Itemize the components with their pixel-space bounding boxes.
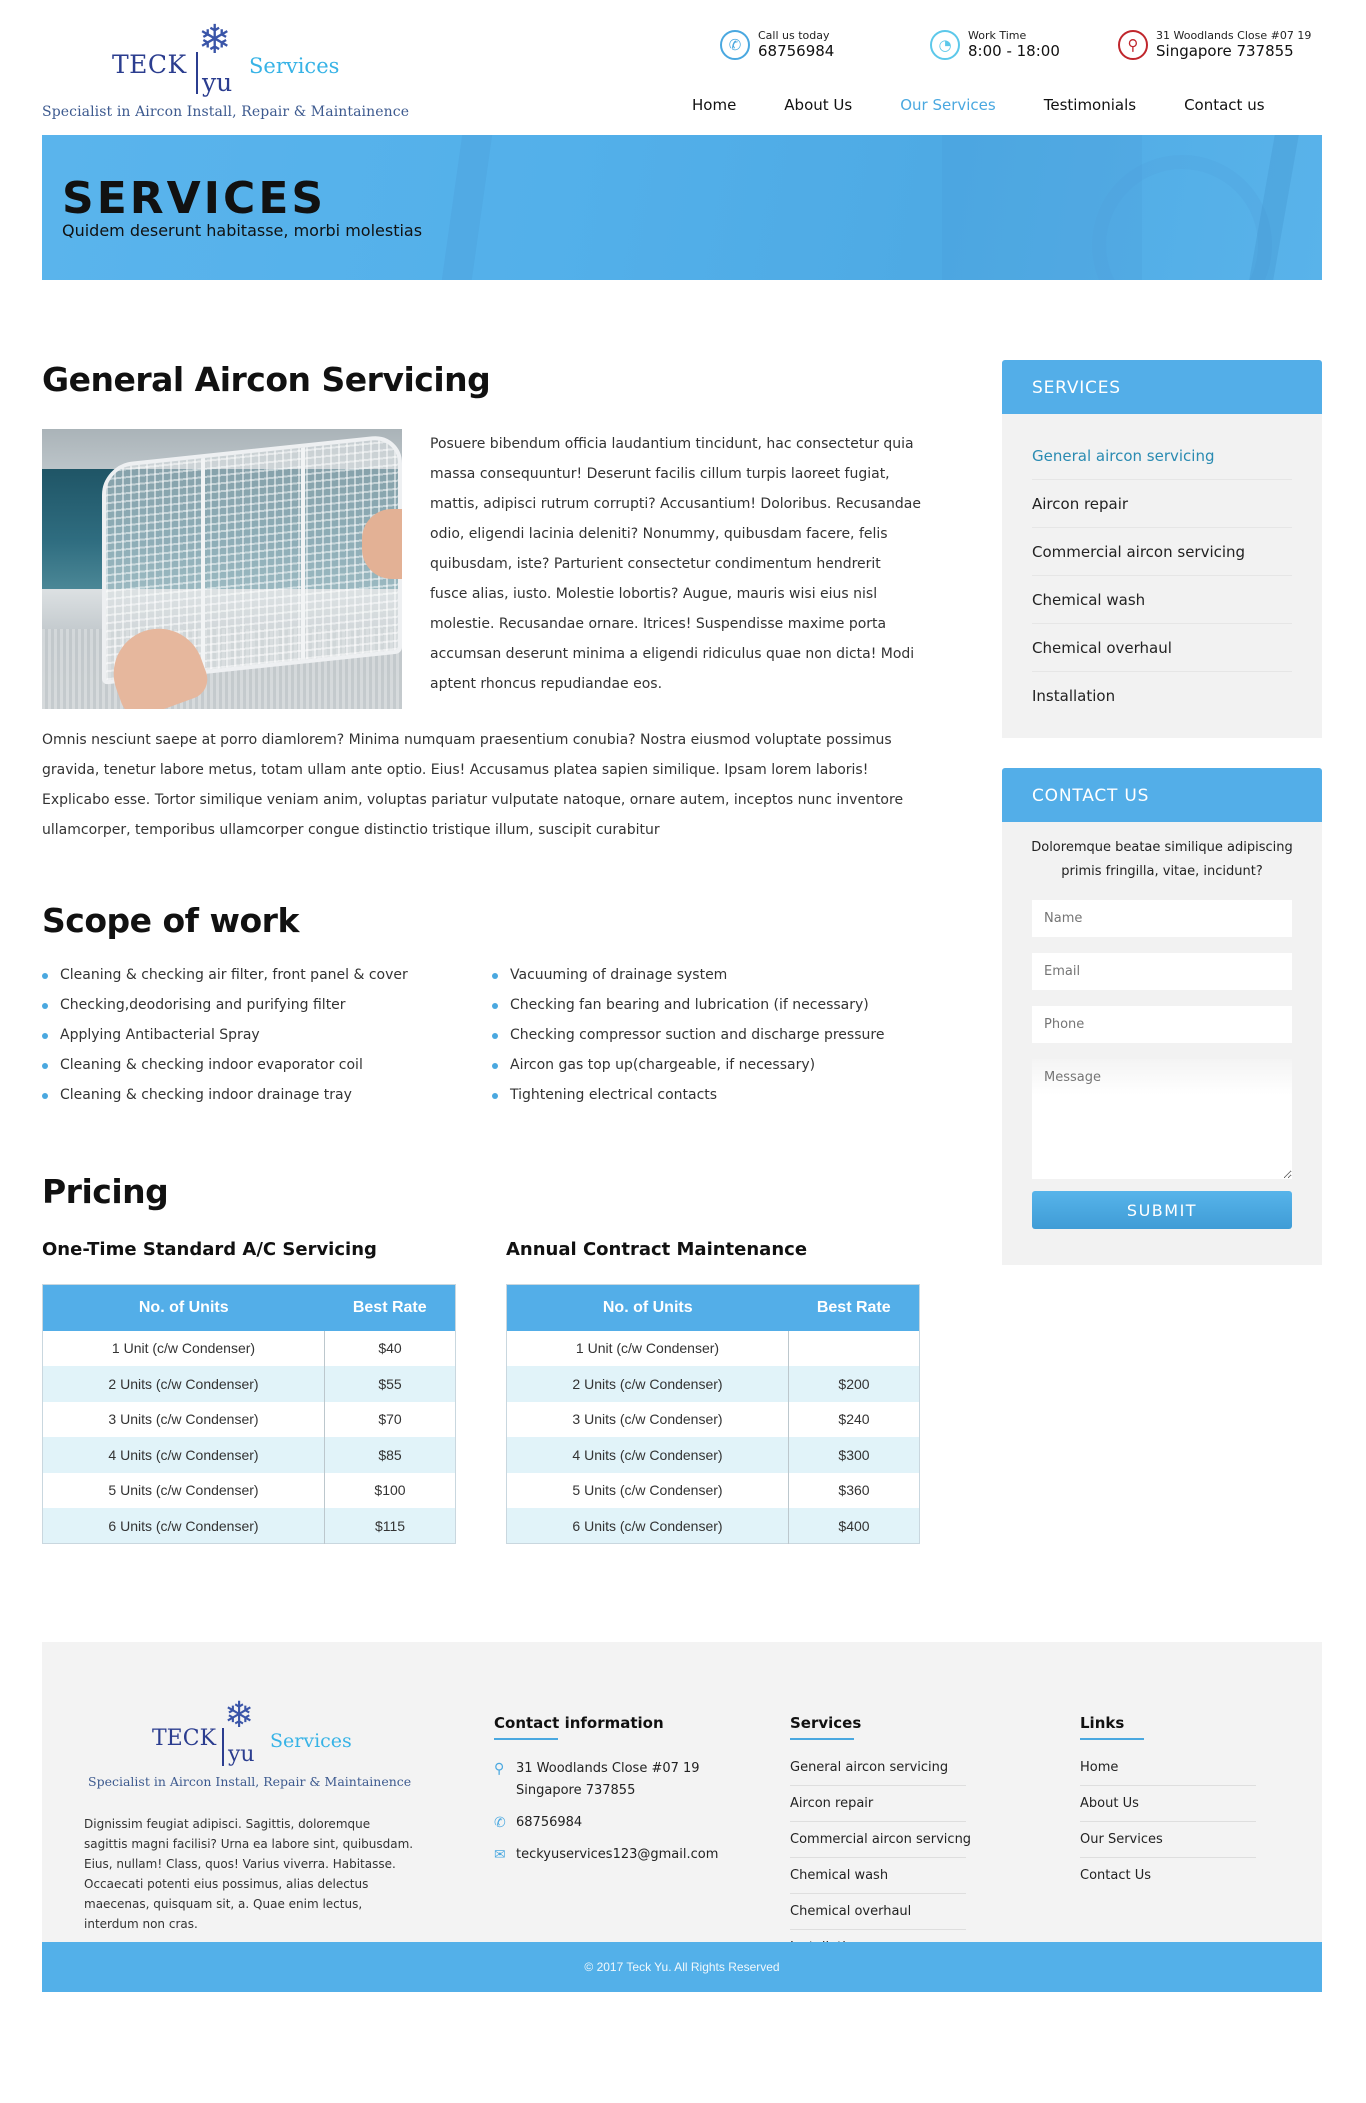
banner-decoration xyxy=(442,135,492,280)
banner-title: SERVICES xyxy=(62,173,327,224)
logo-services: Services xyxy=(249,54,340,78)
footer-service-link[interactable]: Aircon repair xyxy=(790,1786,966,1822)
table-row xyxy=(43,1437,456,1473)
footer-link-contact-us[interactable]: Contact Us xyxy=(1080,1868,1151,1883)
pricing-table xyxy=(506,1284,920,1544)
column-header-rate: Best Rate xyxy=(325,1285,456,1331)
footer-contact-title: Contact information xyxy=(494,1714,754,1738)
scope-item: Checking,deodorising and purifying filter xyxy=(42,990,492,1020)
rate-cell xyxy=(789,1331,920,1367)
nav-testimonials[interactable]: Testimonials xyxy=(1043,96,1137,114)
footer-phone-number[interactable]: 68756984 xyxy=(516,1815,583,1830)
units-cell: 2 Units (c/w Condenser) xyxy=(43,1366,325,1402)
table-row xyxy=(507,1437,920,1473)
column-header-rate: Best Rate xyxy=(789,1285,920,1331)
table-row xyxy=(507,1402,920,1438)
worktime-label: Work Time xyxy=(968,29,1027,42)
mail-icon: ✉ xyxy=(494,1847,506,1863)
header-call-info xyxy=(720,30,834,60)
site-footer xyxy=(42,1642,1322,1992)
sidebar-item-chemical-overhaul[interactable]: Chemical overhaul xyxy=(1032,624,1292,672)
footer-address xyxy=(494,1758,754,1802)
logo-divider xyxy=(196,52,198,94)
units-cell: 6 Units (c/w Condenser) xyxy=(43,1508,325,1544)
units-cell: 4 Units (c/w Condenser) xyxy=(507,1437,789,1473)
sidebar-item-commercial-aircon-servicing[interactable]: Commercial aircon servicing xyxy=(1032,528,1292,576)
logo-tagline: Specialist in Aircon Install, Repair & Maintainence xyxy=(42,104,410,120)
scope-item: Vacuuming of drainage system xyxy=(492,960,922,990)
logo-divider xyxy=(222,1728,224,1766)
units-cell: 4 Units (c/w Condenser) xyxy=(43,1437,325,1473)
table-row xyxy=(43,1331,456,1367)
footer-service-link[interactable]: Chemical overhaul xyxy=(790,1894,966,1930)
footer-links-title: Links xyxy=(1080,1714,1260,1738)
footer-logo[interactable] xyxy=(82,1695,422,1802)
logo-teck: TECK xyxy=(112,50,187,79)
footer-address-line2: Singapore 737855 xyxy=(516,1783,636,1798)
contact-widget xyxy=(1002,768,1322,1265)
footer-link-about-us[interactable]: About Us xyxy=(1080,1786,1256,1822)
logo-tagline: Specialist in Aircon Install, Repair & Maintainence xyxy=(88,1774,412,1789)
logo-services: Services xyxy=(270,1730,352,1752)
logo-yu: yu xyxy=(228,1742,255,1767)
footer-services-title: Services xyxy=(790,1714,970,1738)
sidebar-item-installation[interactable]: Installation xyxy=(1032,687,1116,705)
pricing-tables xyxy=(42,1239,922,1544)
copyright-bar: © 2017 Teck Yu. All Rights Reserved xyxy=(42,1942,1322,1992)
rate-cell: $400 xyxy=(789,1508,920,1544)
scope-item: Cleaning & checking indoor drainage tray xyxy=(42,1080,492,1110)
units-cell: 2 Units (c/w Condenser) xyxy=(507,1366,789,1402)
message-field[interactable] xyxy=(1032,1059,1292,1179)
phone-icon: ✆ xyxy=(720,30,750,60)
scope-list xyxy=(42,960,922,1110)
nav-about-us[interactable]: About Us xyxy=(784,96,853,114)
scope-title: Scope of work xyxy=(42,901,299,940)
photo-filter-rib xyxy=(201,458,205,670)
footer-services-list xyxy=(790,1750,970,1966)
snowflake-icon: ❄ xyxy=(198,17,232,63)
scope-item: Applying Antibacterial Spray xyxy=(42,1020,492,1050)
photo-filter-rib xyxy=(301,447,305,659)
table-row xyxy=(507,1473,920,1509)
footer-email xyxy=(494,1844,754,1866)
name-field[interactable] xyxy=(1032,900,1292,937)
rate-cell: $85 xyxy=(325,1437,456,1473)
contact-form xyxy=(1002,900,1322,1265)
rate-cell: $300 xyxy=(789,1437,920,1473)
email-field[interactable] xyxy=(1032,953,1292,990)
intro-text: Posuere bibendum officia laudantium tincidunt, hac consectetur quia massa consequuntur! Deserunt facilis cillum turpis laoreet fugiat, mattis, adipisci rutrum corrupti? Accusantium! Doloribus. Recusandae odio, eligendi lacinia deleniti? Nonummy, quibusdam facere, felis quibusdam, iste? Parturient consectetur condimentum hendrerit fusce alias, iusto. Molestie lobortis? Augue, mauris wisi eius nisl molestie. Recusandae ornare. Itrices! Suspendisse maxime porta accumsan deserunt minima a eligendi ridiculus quae non dicta! Modi aptent rhoncus repudiandae eos. xyxy=(430,436,921,692)
phone-icon: ✆ xyxy=(494,1815,506,1831)
scope-item: Tightening electrical contacts xyxy=(492,1080,922,1110)
main-area xyxy=(42,360,1322,1544)
table-row xyxy=(507,1508,920,1544)
service-photo xyxy=(42,429,402,709)
phone-field[interactable] xyxy=(1032,1006,1292,1043)
submit-button[interactable]: SUBMIT xyxy=(1032,1191,1292,1229)
footer-link-home[interactable]: Home xyxy=(1080,1750,1256,1786)
services-list xyxy=(1002,414,1322,738)
units-cell: 5 Units (c/w Condenser) xyxy=(43,1473,325,1509)
footer-links-column xyxy=(1080,1714,1260,1894)
rate-cell: $40 xyxy=(378,1340,402,1357)
footer-link-our-services[interactable]: Our Services xyxy=(1080,1822,1256,1858)
rate-cell: $200 xyxy=(789,1366,920,1402)
sidebar xyxy=(1002,360,1322,1295)
pricing-table-title: One-Time Standard A/C Servicing xyxy=(42,1239,377,1260)
units-cell: 3 Units (c/w Condenser) xyxy=(43,1402,325,1438)
pricing-section xyxy=(42,1172,922,1544)
header-worktime-info xyxy=(930,30,1060,60)
nav-home[interactable]: Home xyxy=(692,96,737,114)
page-banner xyxy=(42,135,1322,280)
units-cell: 3 Units (c/w Condenser) xyxy=(507,1402,789,1438)
units-cell: 6 Units (c/w Condenser) xyxy=(507,1508,789,1544)
map-pin-icon: ⚲ xyxy=(1118,30,1148,60)
table-header-row xyxy=(507,1285,920,1331)
units-cell: 5 Units (c/w Condenser) xyxy=(507,1473,789,1509)
table-row xyxy=(43,1366,456,1402)
scope-item: Checking compressor suction and discharge pressure xyxy=(492,1020,922,1050)
services-widget xyxy=(1002,360,1322,738)
scope-item: Checking fan bearing and lubrication (if necessary) xyxy=(492,990,922,1020)
site-header xyxy=(42,0,1322,135)
pricing-table-annual xyxy=(506,1239,920,1544)
intro-section xyxy=(42,429,922,709)
sidebar-item-aircon-repair[interactable]: Aircon repair xyxy=(1032,480,1292,528)
units-cell: 1 Unit (c/w Condenser) xyxy=(507,1331,789,1367)
scope-item: Aircon gas top up(chargeable, if necessary) xyxy=(492,1050,922,1080)
footer-service-link[interactable]: General aircon servicing xyxy=(790,1750,966,1786)
footer-service-link[interactable]: Chemical wash xyxy=(790,1858,966,1894)
rate-cell: $115 xyxy=(325,1508,456,1544)
sidebar-item-chemical-wash[interactable]: Chemical wash xyxy=(1032,576,1292,624)
footer-service-link[interactable]: Commercial aircon servicng xyxy=(790,1822,966,1858)
logo-yu: yu xyxy=(202,68,233,97)
address-line2: Singapore 737855 xyxy=(1156,42,1294,60)
rate-cell: $100 xyxy=(374,1482,406,1499)
scope-column-left xyxy=(42,960,492,1110)
worktime-value: 8:00 - 18:00 xyxy=(968,42,1060,60)
content-column xyxy=(42,360,922,1544)
rate-cell: $70 xyxy=(378,1411,402,1428)
contact-description: Doloremque beatae similique adipiscing primis fringilla, vitae, incidunt? xyxy=(1031,840,1293,879)
nav-our-services[interactable]: Our Services xyxy=(900,96,996,114)
footer-email-address[interactable]: teckyuservices123@gmail.com xyxy=(516,1847,719,1862)
map-pin-icon: ⚲ xyxy=(494,1761,505,1777)
rate-cell: $55 xyxy=(325,1366,456,1402)
page-title: General Aircon Servicing xyxy=(42,360,491,399)
site-logo[interactable] xyxy=(42,17,422,127)
description-paragraph: Omnis nesciunt saepe at porro diamlorem? Minima numquam praesentium conubia? Nostra eiusmod voluptate possimus gravida, tenetur labore metus, totam ullam ante optio. Eius! Accusamus platea sapien similique. Ipsam lorem laboris! Explicabo esse. Tortor similique veniam anim, voluptas pariatur vulputate natoque, ornare autem, inceptos nunc inventore ullamcorper, temporibus ullamcorper congue distinctio tristique illum, suscipit curabitur xyxy=(42,732,904,838)
column-header-units: No. of Units xyxy=(43,1285,325,1331)
scope-item: Cleaning & checking indoor evaporator coil xyxy=(42,1050,492,1080)
footer-phone xyxy=(494,1812,754,1834)
logo-teck: TECK xyxy=(152,1726,217,1751)
scope-section xyxy=(42,901,922,1110)
table-row xyxy=(507,1366,920,1402)
pricing-table xyxy=(42,1284,456,1544)
rate-cell: $240 xyxy=(838,1411,870,1428)
pricing-table-title: Annual Contract Maintenance xyxy=(506,1239,808,1260)
footer-contact-column xyxy=(494,1714,754,1866)
main-nav xyxy=(692,96,1265,114)
header-address-info xyxy=(1118,30,1311,60)
services-widget-title: SERVICES xyxy=(1002,360,1322,414)
call-number[interactable]: 68756984 xyxy=(758,42,835,60)
nav-contact-us[interactable]: Contact us xyxy=(1184,96,1265,114)
footer-address-line1: 31 Woodlands Close #07 19 xyxy=(516,1761,700,1776)
table-row xyxy=(43,1402,456,1438)
scope-column-right xyxy=(492,960,922,1110)
rate-cell: $360 xyxy=(838,1482,870,1499)
call-label: Call us today xyxy=(758,29,830,42)
snowflake-icon: ❄ xyxy=(224,1695,255,1736)
footer-links-list xyxy=(1080,1750,1260,1894)
column-header-units: No. of Units xyxy=(507,1285,789,1331)
table-row xyxy=(507,1331,920,1367)
pricing-title: Pricing xyxy=(42,1172,169,1211)
table-row xyxy=(43,1508,456,1544)
banner-subtitle: Quidem deserunt habitasse, morbi molestias xyxy=(62,221,423,240)
footer-about-text: Dignissim feugiat adipisci. Sagittis, doloremque sagittis magni facilisi? Urna ea labore sint, quibusdam. Eius, nullam! Class, quos! Varius viverra. Habitasse. Occaecati potenti eius possimus, alias delectus maecenas, quisquam sit, a. Quae enim lectus, interdum non cras. xyxy=(84,1817,414,1931)
sidebar-item-general-aircon-servicing[interactable]: General aircon servicing xyxy=(1032,432,1292,480)
scope-item: Cleaning & checking air filter, front panel & cover xyxy=(42,960,492,990)
pricing-table-one-time xyxy=(42,1239,456,1544)
footer-services-column xyxy=(790,1714,970,1966)
address-line1: 31 Woodlands Close #07 19 xyxy=(1156,29,1312,42)
contact-widget-title: CONTACT US xyxy=(1002,768,1322,822)
table-row xyxy=(43,1473,456,1509)
clock-icon: ◔ xyxy=(930,30,960,60)
table-header-row xyxy=(43,1285,456,1331)
units-cell: 1 Unit (c/w Condenser) xyxy=(43,1331,325,1367)
